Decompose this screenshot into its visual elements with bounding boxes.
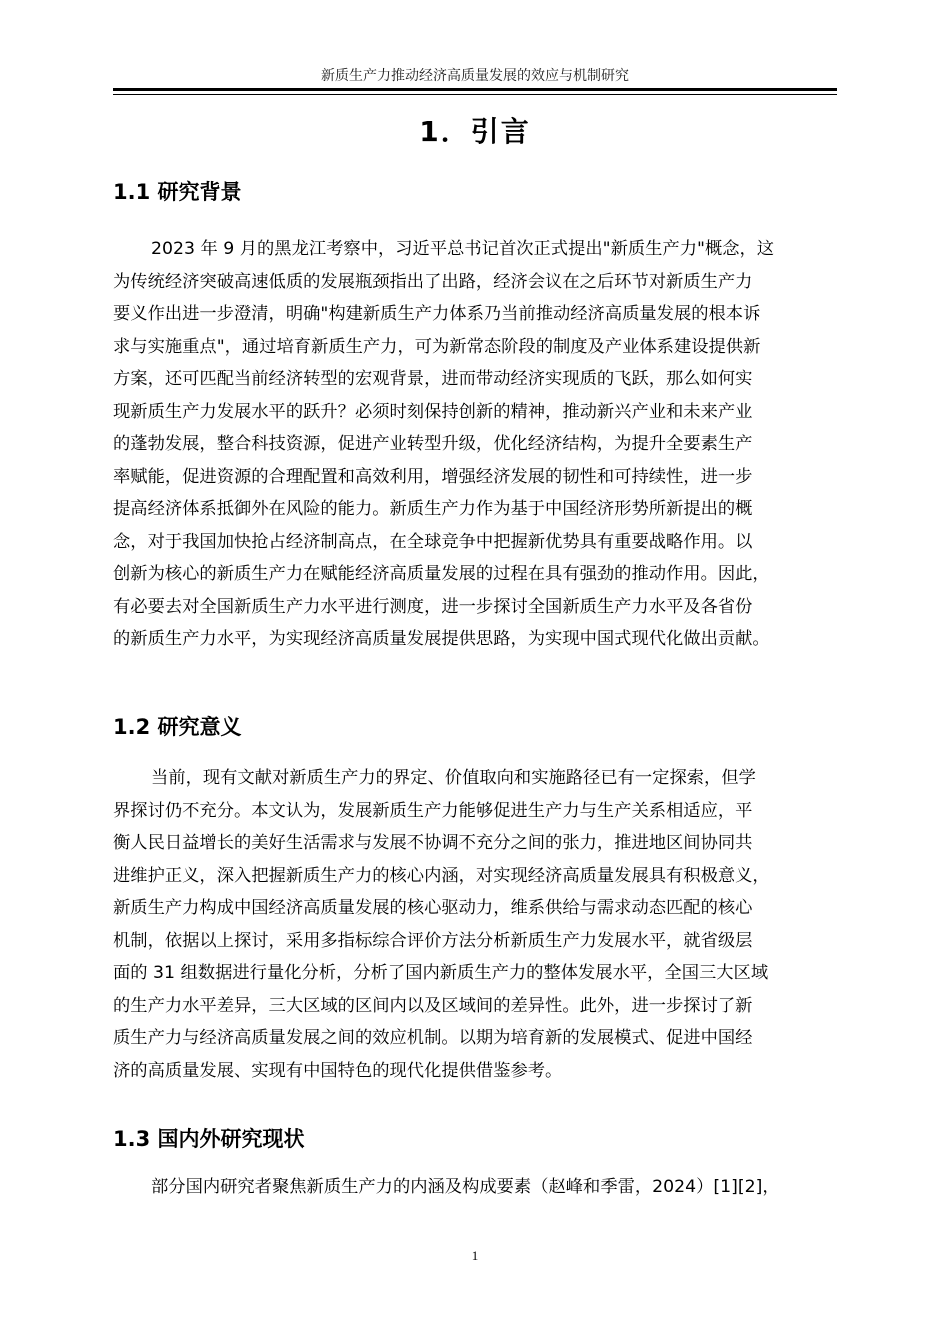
paragraph-line: 要义作出进一步澄清，明确"构建新质生产力体系乃当前推动经济高质量发展的根本诉 — [113, 304, 761, 324]
paragraph-line: 率赋能，促进资源的合理配置和高效利用，增强经济发展的韧性和可持续性，进一步 — [113, 466, 753, 487]
paragraph-line: 界探讨仍不充分。本文认为，发展新质生产力能够促进生产力与生产关系相适应，平 — [113, 800, 753, 821]
section-heading-significance: 1.2 研究意义 — [113, 715, 242, 739]
paragraph-line: 进维护正义，深入把握新质生产力的核心内涵，对实现经济高质量发展具有积极意义， — [113, 865, 770, 886]
paragraph-line: 为传统经济突破高速低质的发展瓶颈指出了出路，经济会议在之后环节对新质生产力 — [113, 271, 753, 292]
paragraph-line: 的生产力水平差异，三大区域的区间内以及区域间的差异性。此外，进一步探讨了新 — [113, 995, 753, 1016]
paragraph-line: 的新质生产力水平，为实现经济高质量发展提供思路，为实现中国式现代化做出贡献。 — [113, 629, 770, 649]
paragraph-line: 求与实施重点"，通过培育新质生产力，可为新常态阶段的制度及产业体系建设提供新 — [113, 336, 761, 357]
paragraph-line: 面的 31 组数据进行量化分析，分析了国内新质生产力的整体发展水平，全国三大区域 — [113, 963, 769, 983]
paragraph-line: 当前，现有文献对新质生产力的界定、价值取向和实施路径已有一定探索，但学 — [151, 768, 756, 788]
running-header: 新质生产力推动经济高质量发展的效应与机制研究 — [321, 69, 629, 84]
paragraph-line: 创新为核心的新质生产力在赋能经济高质量发展的过程在具有强劲的推动作用。因此， — [113, 564, 770, 584]
paragraph-line: 2023 年 9 月的黑龙江考察中，习近平总书记首次正式提出"新质生产力"概念，这 — [151, 239, 775, 259]
paragraph-line: 部分国内研究者聚焦新质生产力的内涵及构成要素（赵峰和季雷，2024）[1][2]， — [151, 1177, 780, 1197]
paragraph-line: 现新质生产力发展水平的跃升？必须时刻保持创新的精神，推动新兴产业和未来产业 — [113, 401, 753, 422]
paragraph-line: 提高经济体系抵御外在风险的能力。新质生产力作为基于中国经济形势所新提出的概 — [113, 499, 753, 519]
section-heading-literature: 1.3 国内外研究现状 — [113, 1127, 305, 1151]
paragraph-line: 有必要去对全国新质生产力水平进行测度，进一步探讨全国新质生产力水平及各省份 — [113, 596, 753, 617]
paragraph-significance — [113, 762, 837, 1087]
paragraph-literature — [113, 1171, 837, 1204]
header-rule-thin — [113, 94, 837, 95]
paragraph-line: 方案，还可匹配当前经济转型的宏观背景，进而带动经济实现质的飞跃，那么如何实 — [113, 369, 753, 389]
chapter-title: 1．引言 — [419, 115, 531, 148]
paragraph-line: 衡人民日益增长的美好生活需求与发展不协调不充分之间的张力，推进地区间协同共 — [113, 833, 753, 853]
paragraph-line: 念，对于我国加快抢占经济制高点，在全球竞争中把握新优势具有重要战略作用。以 — [113, 531, 753, 552]
header-rule-thick — [113, 88, 837, 91]
paragraph-line: 新质生产力构成中国经济高质量发展的核心驱动力，维系供给与需求动态匹配的核心 — [113, 898, 753, 918]
paragraph-line: 机制，依据以上探讨，采用多指标综合评价方法分析新质生产力发展水平，就省级层 — [113, 930, 753, 951]
section-heading-background: 1.1 研究背景 — [113, 180, 242, 204]
paragraph-line: 的蓬勃发展，整合科技资源，促进产业转型升级，优化经济结构，为提升全要素生产 — [113, 434, 753, 454]
paragraph-background — [113, 233, 837, 656]
paragraph-line: 质生产力与经济高质量发展之间的效应机制。以期为培育新的发展模式、促进中国经 — [113, 1028, 753, 1048]
paragraph-line: 济的高质量发展、实现有中国特色的现代化提供借鉴参考。 — [113, 1060, 563, 1081]
page-number: 1 — [471, 1248, 479, 1263]
